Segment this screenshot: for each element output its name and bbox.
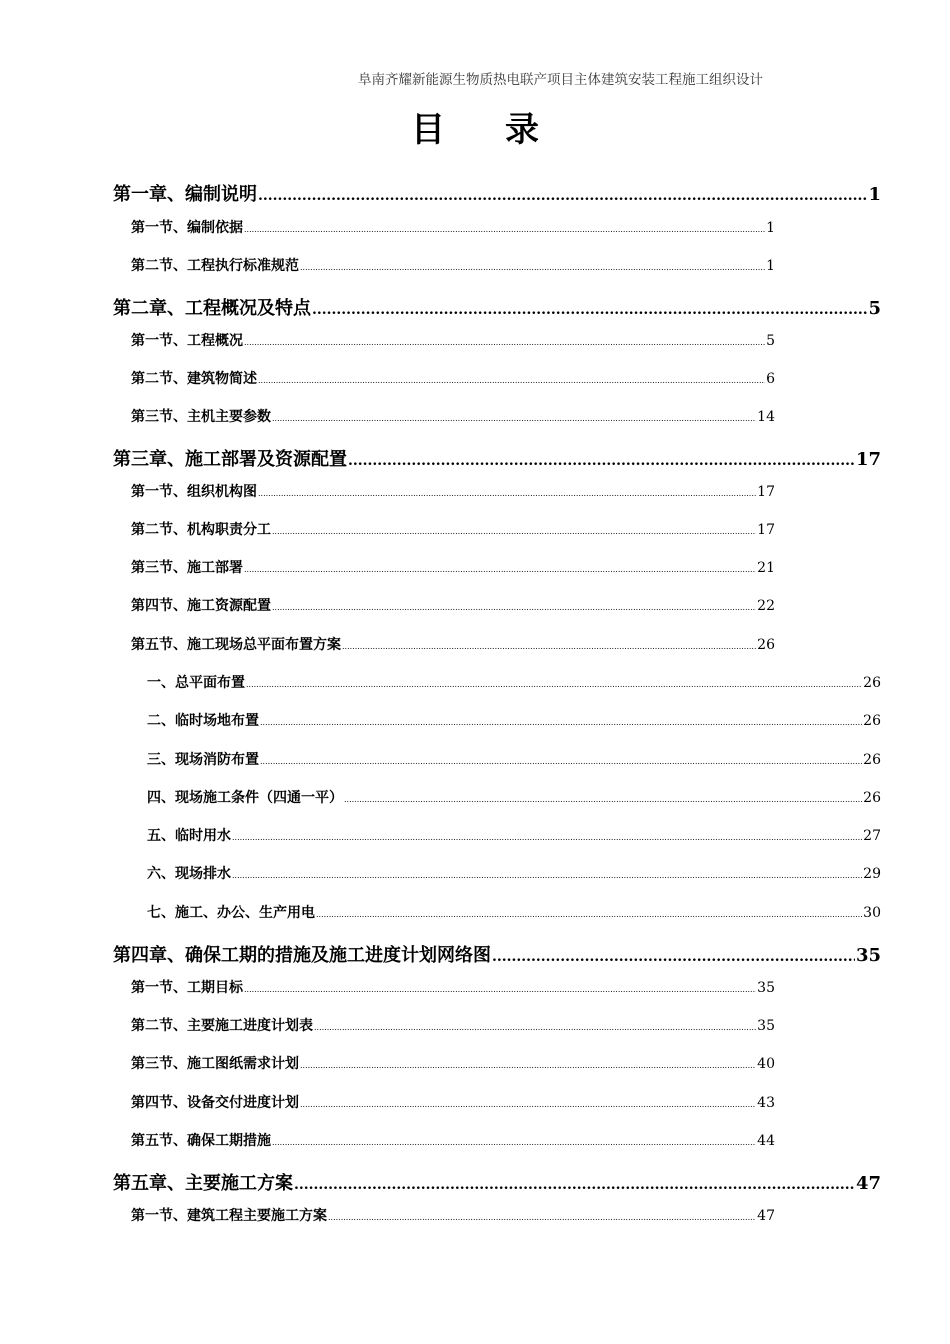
leader-dots	[272, 603, 756, 612]
toc-chapter-entry[interactable]	[113, 941, 881, 967]
toc-section-entry[interactable]	[131, 481, 775, 501]
toc-entry-page: 27	[863, 828, 881, 844]
toc-entry-label: 第五章、主要施工方案	[113, 1173, 293, 1194]
toc-entry-page: 17	[757, 484, 775, 500]
leader-dots	[300, 263, 765, 272]
leader-dots	[258, 489, 756, 498]
leader-dots	[232, 871, 862, 880]
leader-dots	[342, 642, 756, 651]
toc-entry-label: 六、现场排水	[147, 866, 231, 882]
leader-dots	[312, 302, 867, 318]
toc-entry-page: 26	[863, 752, 881, 768]
leader-dots	[348, 453, 855, 469]
leader-dots	[260, 718, 862, 727]
toc-entry-label: 第一节、工程概况	[131, 333, 243, 349]
leader-dots	[258, 376, 765, 385]
leader-dots	[492, 949, 855, 965]
leader-dots	[260, 757, 862, 766]
toc-entry-page: 26	[757, 637, 775, 653]
toc-entry-page: 17	[757, 522, 775, 538]
leader-dots	[272, 414, 756, 423]
toc-section-entry[interactable]	[131, 977, 775, 997]
toc-section-entry[interactable]	[131, 1015, 775, 1035]
toc-entry-page: 35	[757, 980, 775, 996]
toc-entry-page: 5	[868, 298, 881, 319]
toc-entry-page: 40	[757, 1056, 775, 1072]
toc-entry-page: 26	[863, 790, 881, 806]
toc-entry-label: 第三章、施工部署及资源配置	[113, 449, 347, 470]
toc-entry-label: 第一节、工期目标	[131, 980, 243, 996]
toc-entry-page: 30	[863, 905, 881, 921]
toc-entry-label: 五、临时用水	[147, 828, 231, 844]
toc-entry-label: 四、现场施工条件（四通一平）	[147, 790, 343, 806]
toc-entry-page: 35	[757, 1018, 775, 1034]
toc-entry-label: 七、施工、办公、生产用电	[147, 905, 315, 921]
toc-section-entry[interactable]	[131, 406, 775, 426]
toc-entry-page: 26	[863, 713, 881, 729]
toc-entry-label: 第二节、建筑物简述	[131, 371, 257, 387]
toc-entry-label: 第二节、工程执行标准规范	[131, 258, 299, 274]
leader-dots	[272, 527, 756, 536]
toc-entry-label: 第四节、设备交付进度计划	[131, 1095, 299, 1111]
toc-entry-page: 5	[766, 333, 775, 349]
toc-section-entry[interactable]	[131, 557, 775, 577]
document-header: 阜南齐耀新能源生物质热电联产项目主体建筑安装工程施工组织设计	[358, 72, 763, 88]
toc-item-entry[interactable]	[147, 787, 881, 807]
toc-entry-page: 14	[757, 409, 775, 425]
leader-dots	[300, 1061, 756, 1070]
toc-entry-page: 35	[855, 945, 881, 966]
toc-item-entry[interactable]	[147, 710, 881, 730]
toc-entry-label: 第五节、确保工期措施	[131, 1133, 271, 1149]
toc-entry-page: 47	[757, 1208, 775, 1224]
leader-dots	[316, 910, 862, 919]
toc-section-entry[interactable]	[131, 330, 775, 350]
toc-entry-label: 第三节、主机主要参数	[131, 409, 271, 425]
toc-entry-label: 第四章、确保工期的措施及施工进度计划网络图	[113, 945, 491, 966]
toc-chapter-entry[interactable]	[113, 445, 881, 471]
leader-dots	[314, 1023, 756, 1032]
leader-dots	[244, 338, 765, 347]
toc-entry-page: 1	[766, 220, 775, 236]
toc-entry-page: 43	[757, 1095, 775, 1111]
toc-section-entry[interactable]	[131, 1205, 775, 1225]
toc-entry-label: 第一节、组织机构图	[131, 484, 257, 500]
toc-section-entry[interactable]	[131, 255, 775, 275]
toc-section-entry[interactable]	[131, 1092, 775, 1112]
toc-entry-page: 47	[855, 1173, 881, 1194]
leader-dots	[294, 1177, 855, 1193]
toc-entry-page: 44	[757, 1133, 775, 1149]
toc-entry-page: 22	[757, 598, 775, 614]
toc-entry-page: 29	[863, 866, 881, 882]
toc-entry-label: 第三节、施工图纸需求计划	[131, 1056, 299, 1072]
toc-entry-page: 6	[766, 371, 775, 387]
toc-chapter-entry[interactable]	[113, 180, 881, 206]
toc-entry-label: 二、临时场地布置	[147, 713, 259, 729]
toc-item-entry[interactable]	[147, 863, 881, 883]
leader-dots	[328, 1213, 756, 1222]
leader-dots	[244, 225, 765, 234]
toc-entry-label: 第五节、施工现场总平面布置方案	[131, 637, 341, 653]
toc-entry-label: 第四节、施工资源配置	[131, 598, 271, 614]
toc-item-entry[interactable]	[147, 672, 881, 692]
toc-section-entry[interactable]	[131, 595, 775, 615]
toc-section-entry[interactable]	[131, 634, 775, 654]
leader-dots	[258, 188, 867, 204]
toc-entry-label: 第一节、建筑工程主要施工方案	[131, 1208, 327, 1224]
leader-dots	[232, 833, 862, 842]
toc-chapter-entry[interactable]	[113, 294, 881, 320]
toc-entry-label: 三、现场消防布置	[147, 752, 259, 768]
toc-entry-page: 17	[855, 449, 881, 470]
toc-item-entry[interactable]	[147, 825, 881, 845]
toc-entry-label: 第一节、编制依据	[131, 220, 243, 236]
leader-dots	[300, 1100, 756, 1109]
toc-entry-label: 第一章、编制说明	[113, 184, 257, 205]
toc-section-entry[interactable]	[131, 519, 775, 539]
leader-dots	[344, 795, 862, 804]
toc-entry-label: 第二章、工程概况及特点	[113, 298, 311, 319]
toc-entry-label: 第二节、机构职责分工	[131, 522, 271, 538]
toc-section-entry[interactable]	[131, 1053, 775, 1073]
toc-item-entry[interactable]	[147, 902, 881, 922]
toc-entry-label: 第三节、施工部署	[131, 560, 243, 576]
leader-dots	[272, 1138, 756, 1147]
page-title: 目录	[411, 110, 599, 150]
toc-section-entry[interactable]	[131, 1130, 775, 1150]
toc-entry-page: 1	[766, 258, 775, 274]
toc-item-entry[interactable]	[147, 749, 881, 769]
toc-entry-page: 26	[863, 675, 881, 691]
toc-entry-label: 第二节、主要施工进度计划表	[131, 1018, 313, 1034]
toc-section-entry[interactable]	[131, 368, 775, 388]
toc-chapter-entry[interactable]	[113, 1169, 881, 1195]
toc-entry-label: 一、总平面布置	[147, 675, 245, 691]
leader-dots	[244, 985, 756, 994]
leader-dots	[244, 565, 756, 574]
toc-entry-page: 1	[868, 184, 881, 205]
leader-dots	[246, 680, 862, 689]
toc-entry-page: 21	[757, 560, 775, 576]
toc-section-entry[interactable]	[131, 217, 775, 237]
